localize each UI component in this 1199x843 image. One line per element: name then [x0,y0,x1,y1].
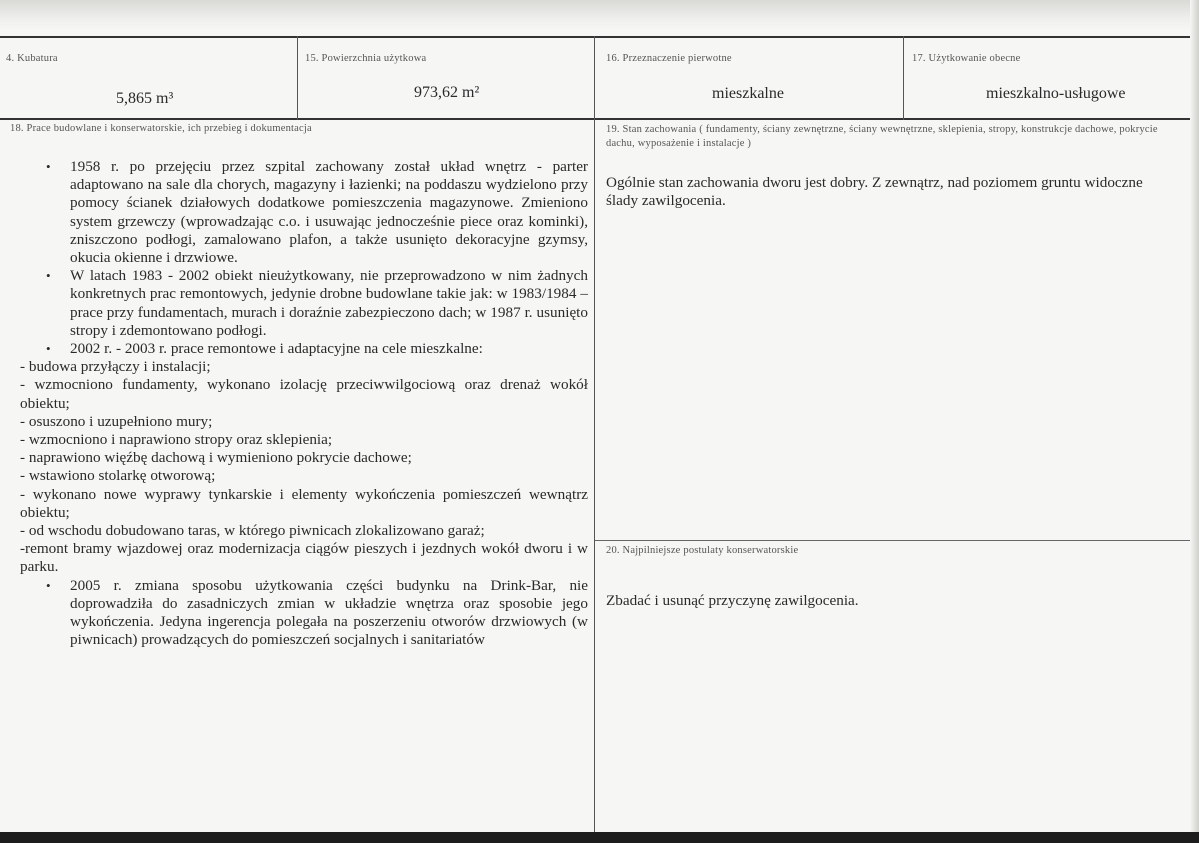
bullet-text: W latach 1983 - 2002 obiekt nieużytkowany, nie przeprowadzono w nim żadnych konkretnych prac remontowych, jedynie drobne budowlane takie jak: w 1983/1984 – prace przy fundamentach, murach i doraźnie zabezpieczono dach; w 1987 r. usunięto stropy i zdemontowano podłogi. [70,267,588,339]
prace-dash-item: - budowa przyłączy i instalacji; [20,358,211,376]
prace-bullet-item [18,158,588,267]
prace-dash-item: - od wschodu dobudowano taras, w którego piwnicach zlokalizowano garaż; [20,522,485,540]
label-kubatura: 4. Kubatura [6,53,58,64]
label-postulaty: 20. Najpilniejsze postulaty konserwatorskie [606,545,799,556]
divider-b [594,36,595,832]
label-prace: 18. Prace budowlane i konserwatorskie, ich przebieg i dokumentacja [10,123,312,134]
prace-bullet-item [18,340,588,358]
label-uzytkowanie: 17. Użytkowanie obecne [912,53,1021,64]
postulaty-text: Zbadać i usunąć przyczynę zawilgocenia. [606,592,859,609]
stan-text: Ogólnie stan zachowania dworu jest dobry. Z zewnątrz, nad poziomem gruntu widoczne ślady zawilgocenia. [606,174,1143,210]
value-uzytkowanie: mieszkalno-usługowe [986,85,1126,102]
value-przeznaczenie: mieszkalne [712,85,784,102]
prace-dash-item: - wstawiono stolarkę otworową; [20,467,216,485]
prace-dash-item: - wykonano nowe wyprawy tynkarskie i elementy wykończenia pomieszczeń wewnątrz obiektu; [20,485,588,521]
scan-bottom-edge [0,832,1199,843]
bullet-icon: • [46,341,51,357]
scan-right-shadow [1190,0,1199,843]
bullet-text: 2002 r. - 2003 r. prace remontowe i adaptacyjne na cele mieszkalne: [70,340,483,358]
label-powierzchnia: 15. Powierzchnia użytkowa [305,53,427,64]
prace-bullet-item [18,577,588,650]
bullet-text: 2005 r. zmiana sposobu użytkowania części budynku na Drink-Bar, nie doprowadziła do zasadniczych zmian w układzie wnętrza oraz sposobie jego wykończenia. Jedyna ingerencja polegała na poszerzeniu otworów drzwiowych (w piwnicach) prowadzących do pomieszczeń socjalnych i sanitariatów [70,576,588,649]
bullet-text: 1958 r. po przejęciu przez szpital zachowany został układ wnętrz - parter adaptowano na sale dla chorych, magazyny i łazienki; na poddaszu wydzielono przy pomocy ścianek działowych dodatkowe pomieszczenia magazynowe. Zmieniono system grzewczy (wprowadzając c.o. i usuwając jednocześnie piece oraz kominki), zniszczono podłogi, zamalowano plafon, a także usunięto dekoracyjne gzymsy, okucia okienne i drzwiowe. [70,158,588,267]
prace-text [18,158,588,649]
prace-dash-item: -remont bramy wjazdowej oraz modernizacja ciągów pieszych i jezdnych wokół dworu i w parku. [20,540,588,576]
header-bottom-rule [0,118,1190,120]
rule-20 [594,540,1190,541]
label-stan: 19. Stan zachowania ( fundamenty, ściany zewnętrzne, ściany wewnętrzne, sklepienia, stropy, konstrukcje dachowe, pokrycie dachu, wyposażenie i instalacje ) [606,124,1158,149]
bullet-icon: • [46,159,51,174]
prace-bullet-item [18,267,588,340]
bullet-icon: • [46,577,51,593]
top-rule [0,36,1190,38]
label-przeznaczenie: 16. Przeznaczenie pierwotne [606,53,732,64]
bullet-icon: • [46,268,51,284]
prace-dash-item: - osuszono i uzupełniono mury; [20,412,213,430]
value-kubatura: 5,865 m³ [116,90,174,107]
prace-dash-item: - wzmocniono i naprawiono stropy oraz sklepienia; [20,431,333,449]
divider-a [297,36,298,120]
value-powierzchnia: 973,62 m² [414,84,480,101]
divider-c [903,36,904,120]
prace-dash-item: - naprawiono więźbę dachową i wymieniono pokrycie dachowe; [20,449,412,467]
scan-top-shadow [0,0,1199,30]
prace-dash-item: - wzmocniono fundamenty, wykonano izolację przeciwwilgociową oraz drenaż wokół obiektu; [20,376,588,412]
